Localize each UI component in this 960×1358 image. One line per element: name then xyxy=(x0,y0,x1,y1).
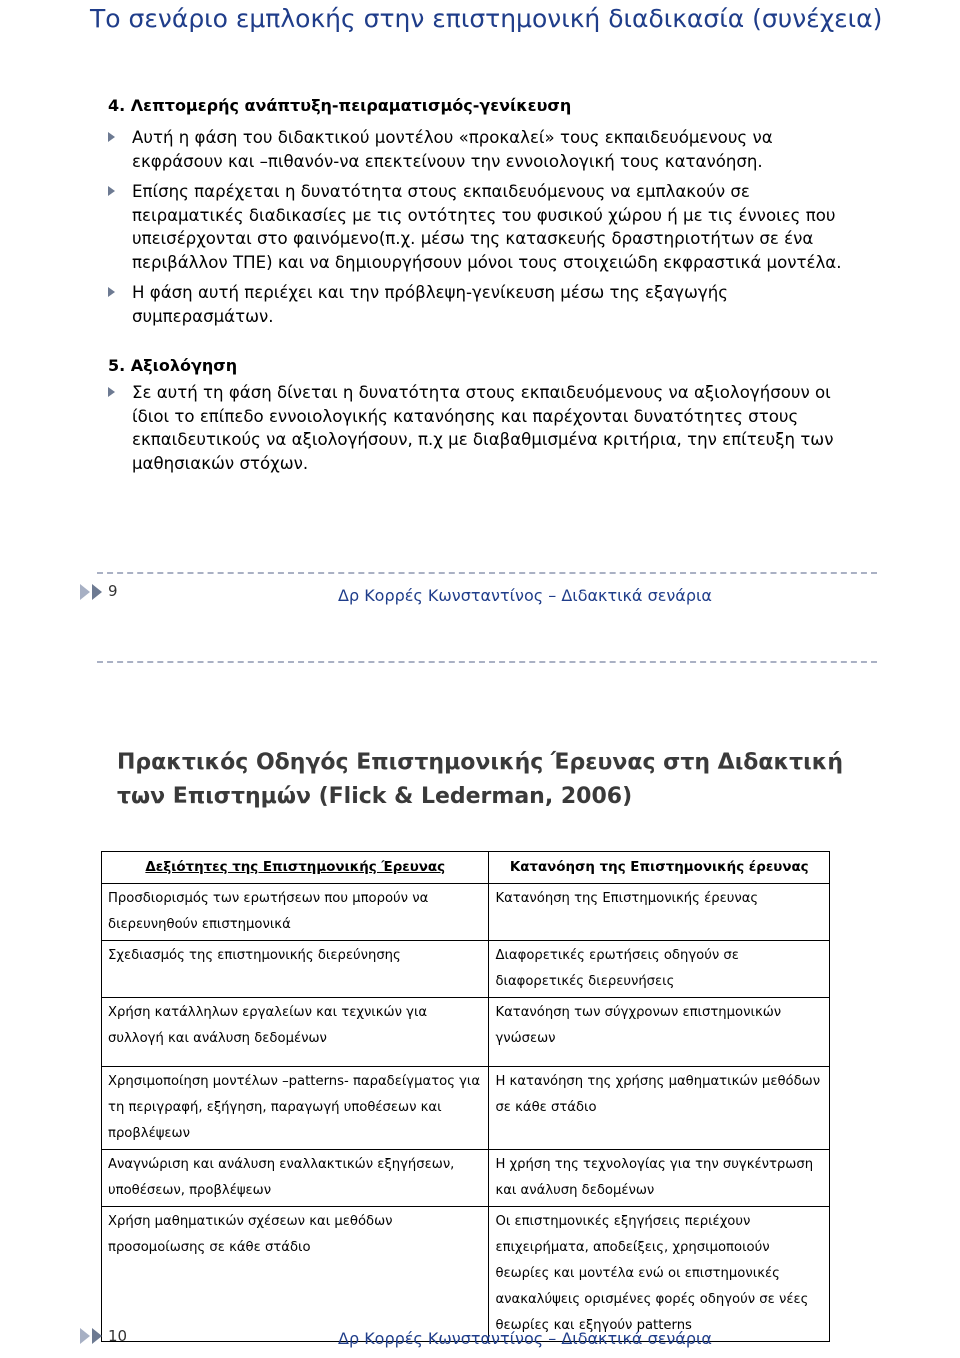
table-cell: Διαφορετικές ερωτήσεις οδηγούν σε διαφορετικές διερευνήσεις xyxy=(489,941,830,998)
footer-arrows-icon xyxy=(80,584,104,604)
table-cell: Η χρήση της τεχνολογίας για την συγκέντρωση και ανάλυση δεδομένων xyxy=(489,1150,830,1207)
section-5-heading: 5. Αξιολόγηση xyxy=(108,356,238,375)
footer-author: Δρ Κορρές Κωνσταντίνος – Διδακτικά σενάρια xyxy=(338,586,712,605)
page-number: 10 xyxy=(108,1327,128,1345)
footer-arrows-icon xyxy=(80,1328,104,1348)
table-row xyxy=(102,941,830,998)
table-row xyxy=(102,884,830,941)
inquiry-table xyxy=(101,851,830,1342)
slide-footer xyxy=(0,1318,960,1358)
section-4-heading: 4. Λεπτομερής ανάπτυξη-πειραματισμός-γενίκευση xyxy=(108,96,572,115)
page-number: 9 xyxy=(108,582,118,600)
table-cell: Η κατανόηση της χρήσης μαθηματικών μεθόδων σε κάθε στάδιο xyxy=(489,1067,830,1150)
bullet-text: Αυτή η φάση του διδακτικού μοντέλου «προκαλεί» τους εκπαιδευόμενους να εκφράσουν και –πιθανόν-να επεκτείνουν την εννοιολογική τους κατανόηση. xyxy=(132,128,773,171)
table-row xyxy=(102,1150,830,1207)
column-header: Δεξιότητες της Επιστημονικής Έρευνας xyxy=(102,852,489,884)
footer-author: Δρ Κορρές Κωνσταντίνος – Διδακτικά σενάρια xyxy=(338,1329,712,1348)
table-cell: Χρήση κατάλληλων εργαλείων και τεχνικών για συλλογή και ανάλυση δεδομένων xyxy=(102,998,489,1067)
bullet-item xyxy=(108,281,858,328)
footer-divider xyxy=(97,572,877,574)
bullet-arrow-icon xyxy=(108,387,115,397)
slide-title: Πρακτικός Οδηγός Επιστημονικής Έρευνας στη Διδακτική των Επιστημών (Flick & Lederman, 2006) xyxy=(117,750,844,809)
slide-separator xyxy=(0,661,960,665)
bullet-text: Η φάση αυτή περιέχει και την πρόβλεψη-γενίκευση μέσω της εξαγωγής συμπερασμάτων. xyxy=(132,283,728,326)
table-cell: Χρησιμοποίηση μοντέλων –patterns- παραδείγματος για τη περιγραφή, εξήγηση, παραγωγή υποθέσεων και προβλέψεων xyxy=(102,1067,489,1150)
table-row xyxy=(102,1067,830,1150)
table-cell: Αναγνώριση και ανάλυση εναλλακτικών εξηγήσεων, υποθέσεων, προβλέψεων xyxy=(102,1150,489,1207)
slide-title: Το σενάριο εμπλοκής στην επιστημονική διαδικασία (συνέχεια) xyxy=(90,4,883,33)
slide-footer xyxy=(0,572,960,612)
table-cell: Κατανόηση των σύγχρονων επιστημονικών γνώσεων xyxy=(489,998,830,1067)
table-cell: Κατανόηση της Επιστημονικής έρευνας xyxy=(489,884,830,941)
bullet-item xyxy=(108,126,858,173)
bullet-arrow-icon xyxy=(108,287,115,297)
column-header: Κατανόηση της Επιστημονικής έρευνας xyxy=(489,852,830,884)
bullet-text: Επίσης παρέχεται η δυνατότητα στους εκπαιδευόμενους να εμπλακούν σε πειραματικές διαδικασίες με τις οντότητες του φυσικού χώρου ή με τις έννοιες που υπεισέρχονται στο φαινόμενο(π.χ. μέσω της κατασκευής δραστηριοτήτων σε ένα περιβάλλον ΤΠΕ) και να δημιουργήσουν μόνοι τους στοιχειώδη εκφραστικά μοντέλα. xyxy=(132,182,842,272)
table-header-row xyxy=(102,852,830,884)
bullet-item xyxy=(108,381,858,475)
footer-divider xyxy=(97,661,877,663)
bullet-arrow-icon xyxy=(108,132,115,142)
bullet-text: Σε αυτή τη φάση δίνεται η δυνατότητα στους εκπαιδευόμενους να αξιολογήσουν οι ίδιοι το επίπεδο εννοιολογικής κατανόησης και παρέχονται δυνατότητες στους εκπαιδευτικούς να αξιολογήσουν, π.χ με διαβαθμισμένα κριτήρια, την επίτευξη των μαθησιακών στόχων. xyxy=(132,383,834,473)
table-cell: Οι επιστημονικές εξηγήσεις περιέχουν επιχειρήματα, αποδείξεις, χρησιμοποιούν θεωρίες και μοντέλα ενώ οι επιστημονικές ανακαλύψεις ορισμένες φορές οδηγούν σε νέες θεωρίες και εξηγούν patterns xyxy=(489,1207,830,1342)
table-cell: Σχεδιασμός της επιστημονικής διερεύνησης xyxy=(102,941,489,998)
bullet-arrow-icon xyxy=(108,186,115,196)
table-cell: Προσδιορισμός των ερωτήσεων που μπορούν να διερευνηθούν επιστημονικά xyxy=(102,884,489,941)
bullet-item xyxy=(108,180,858,274)
table-row xyxy=(102,998,830,1067)
table-cell: Χρήση μαθηματικών σχέσεων και μεθόδων προσομοίωσης σε κάθε στάδιο xyxy=(102,1207,489,1342)
